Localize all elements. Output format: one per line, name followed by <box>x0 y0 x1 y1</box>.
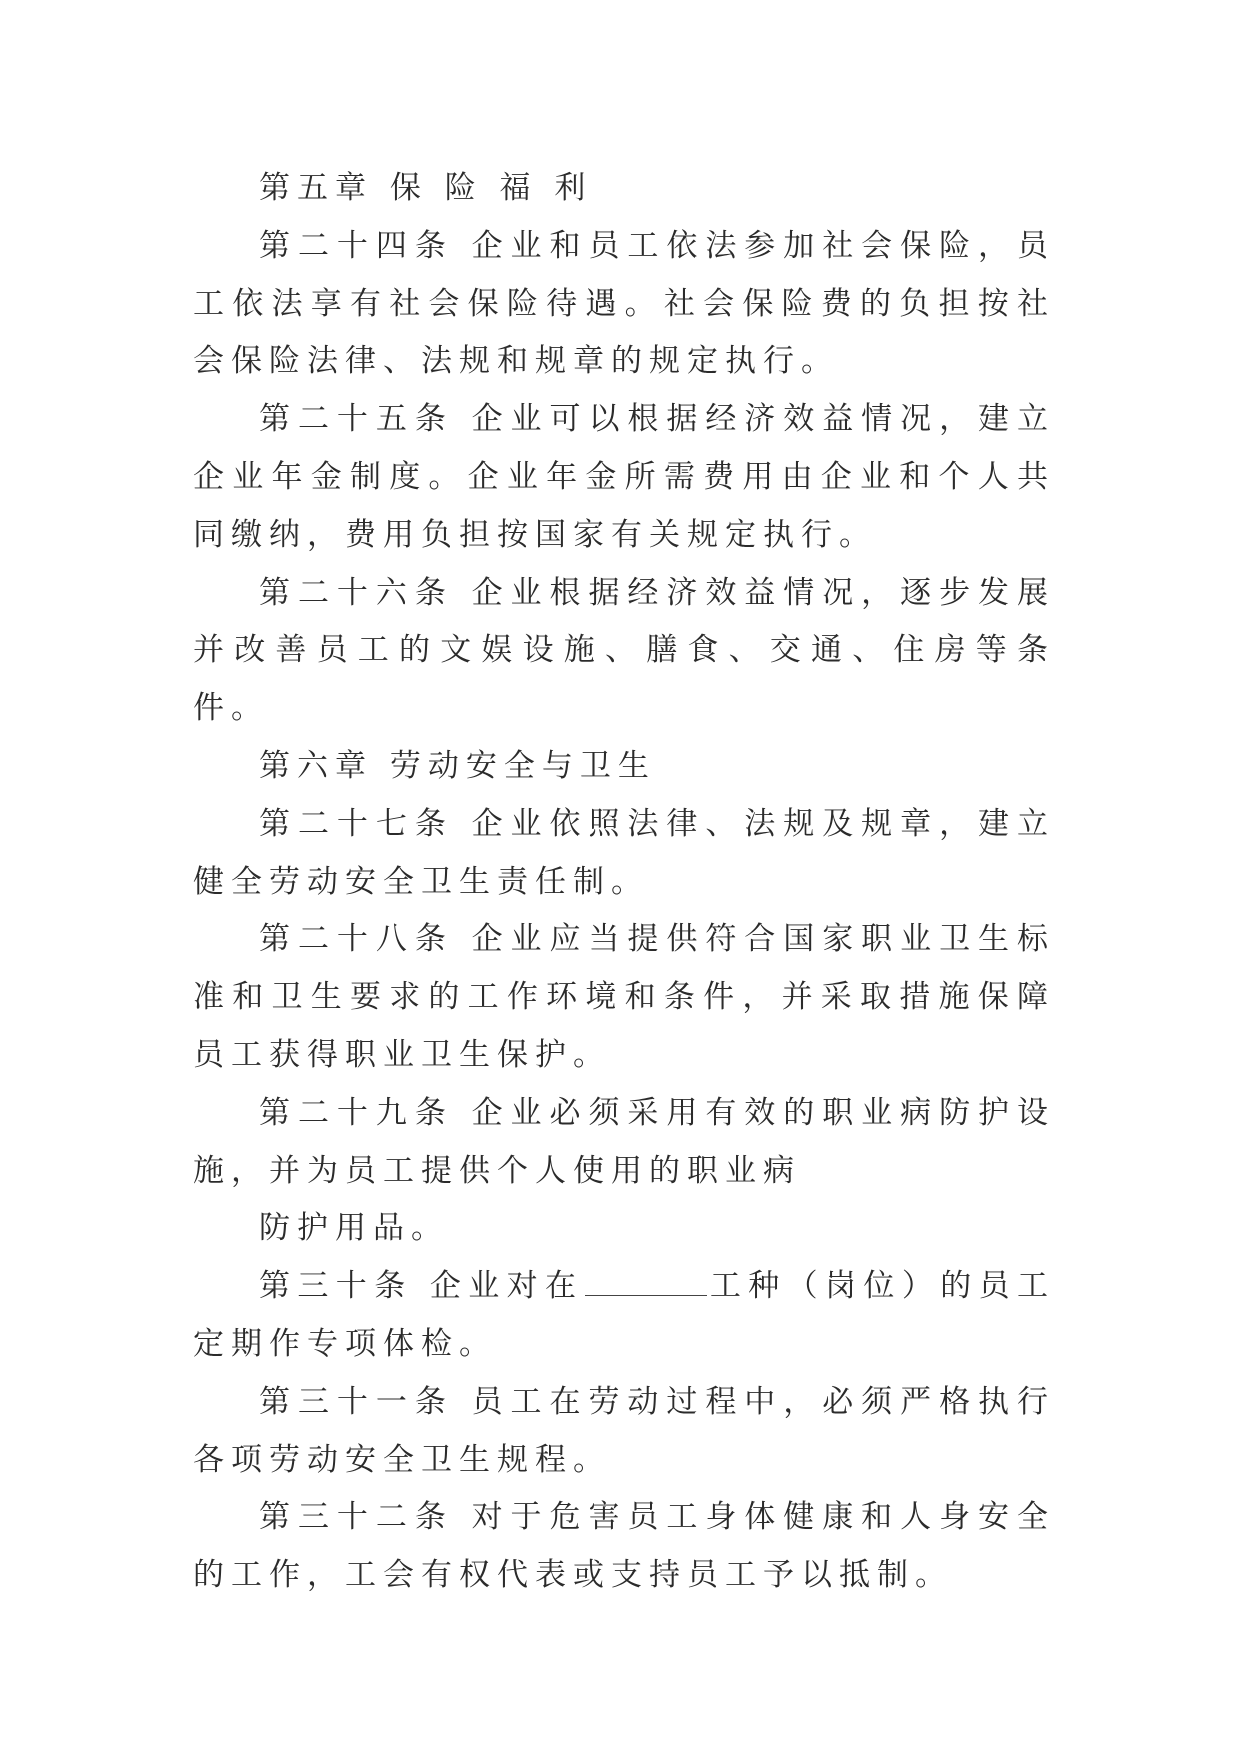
document-body <box>193 160 1055 1605</box>
article-31: 第三十一条 员工在劳动过程中，必须严格执行各项劳动安全卫生规程。 <box>193 1383 1055 1478</box>
article-29-continuation: 防护用品。 <box>259 1210 449 1247</box>
article-30 <box>193 1258 1055 1374</box>
article-24: 第二十四条 企业和员工依法参加社会保险，员工依法享有社会保险待遇。社会保险费的负担按社会保险法律、法规和规章的规定执行。 <box>193 227 1055 380</box>
article-27: 第二十七条 企业依照法律、法规及规章，建立健全劳动安全卫生责任制。 <box>193 805 1055 900</box>
article-30-text-after: 工种（岗位）的员工定期作专项体检。 <box>193 1268 1056 1362</box>
article-30-text-before: 第三十条 企业对在 <box>259 1268 584 1305</box>
article-28: 第二十八条 企业应当提供符合国家职业卫生标准和卫生要求的工作环境和条件，并采取措施保障员工获得职业卫生保护。 <box>193 921 1055 1073</box>
article-29: 第二十九条 企业必须采用有效的职业病防护设施，并为员工提供个人使用的职业病 <box>193 1094 1055 1189</box>
chapter-5-heading: 第五章 保 险 福 利 <box>259 170 593 206</box>
article-26: 第二十六条 企业根据经济效益情况，逐步发展并改善员工的文娱设施、膳食、交通、住房等条件。 <box>193 574 1055 727</box>
chapter-6-heading: 第六章 劳动安全与卫生 <box>259 747 656 784</box>
fill-in-blank <box>585 1271 707 1296</box>
article-25: 第二十五条 企业可以根据经济效益情况，建立企业年金制度。企业年金所需费用由企业和个人共同缴纳，费用负担按国家有关规定执行。 <box>193 401 1055 553</box>
article-32: 第三十二条 对于危害员工身体健康和人身安全的工作，工会有权代表或支持员工予以抵制。 <box>193 1499 1055 1594</box>
